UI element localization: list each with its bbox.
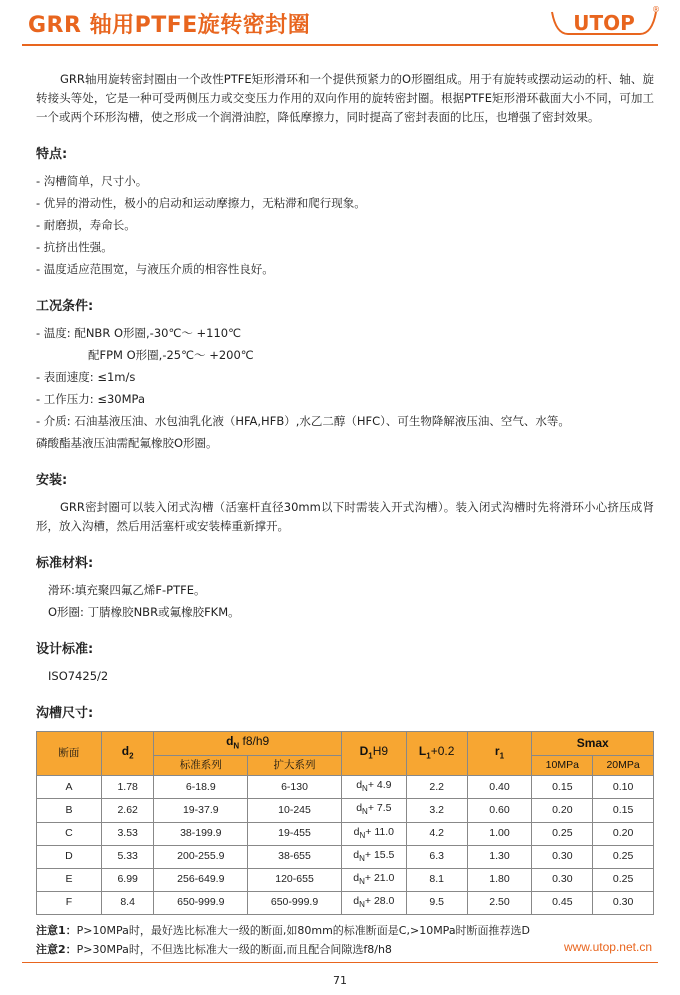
- install-heading: 安装:: [36, 473, 68, 488]
- cell-d1: $d_N+ 4.9$: [341, 776, 406, 799]
- cell-s-10mpa: 0.20: [532, 799, 593, 822]
- cell-d2: 6.99: [101, 868, 154, 891]
- cell-r1: 1.00: [467, 822, 532, 845]
- table-row: [37, 868, 654, 891]
- cell-r1: 0.60: [467, 799, 532, 822]
- condition-temperature-fpm: 配FPM O形圈,-25℃～ +200℃: [88, 348, 254, 362]
- cell-standard-series: 256-649.9: [154, 868, 248, 891]
- condition-working-pressure: - 工作压力: ≤30MPa: [36, 392, 145, 406]
- note-2-label: 注意2：: [36, 942, 77, 956]
- cell-r1: 1.30: [467, 845, 532, 868]
- page-number: 71: [333, 974, 347, 987]
- cell-d2: 8.4: [101, 891, 154, 914]
- standard-value: ISO7425/2: [48, 669, 109, 683]
- page-title: GRR 轴用PTFE旋转密封圈: [28, 13, 311, 38]
- cell-l1: 9.5: [406, 891, 467, 914]
- cell-s-10mpa: 0.30: [532, 868, 593, 891]
- cell-s-20mpa: 0.10: [593, 776, 654, 799]
- footer-url: www.utop.net.cn: [563, 940, 652, 954]
- cell-d2: 2.62: [101, 799, 154, 822]
- note-2-text: P>30MPa时，不但选比标准大一级的断面,而且配合间隙选f8/h8: [76, 942, 392, 956]
- cell-r1: 2.50: [467, 891, 532, 914]
- cell-d2: 5.33: [101, 845, 154, 868]
- cell-section: C: [37, 822, 102, 845]
- cell-s-20mpa: 0.15: [593, 799, 654, 822]
- cell-standard-series: 38-199.9: [154, 822, 248, 845]
- col-header-d1: $D_1H9$: [341, 732, 406, 776]
- materials-heading: 标准材料:: [36, 556, 94, 571]
- cell-d2: 3.53: [101, 822, 154, 845]
- table-row: [37, 799, 654, 822]
- feature-item: - 沟槽简单，尺寸小。: [36, 174, 148, 188]
- logo-text: UTOP: [573, 11, 635, 35]
- cell-l1: 8.1: [406, 868, 467, 891]
- material-o-ring: O形圈: 丁腈橡胶NBR或氟橡胶FKM。: [48, 605, 240, 619]
- cell-section: E: [37, 868, 102, 891]
- cell-s-10mpa: 0.45: [532, 891, 593, 914]
- col-header-s-10mpa: 10MPa: [532, 756, 593, 776]
- cell-standard-series: 650-999.9: [154, 891, 248, 914]
- cell-extended-series: 650-999.9: [248, 891, 342, 914]
- condition-media: - 介质: 石油基液压油、水包油乳化液（HFA,HFB）,水乙二醇（HFC）、可生物降解液压油、空气、水等。: [36, 414, 570, 428]
- cell-l1: 3.2: [406, 799, 467, 822]
- header-rule: [22, 44, 658, 46]
- feature-item: - 抗挤出性强。: [36, 240, 113, 254]
- cell-r1: 1.80: [467, 868, 532, 891]
- cell-standard-series: 200-255.9: [154, 845, 248, 868]
- cell-r1: 0.40: [467, 776, 532, 799]
- table-row: [37, 776, 654, 799]
- table-notes: [36, 921, 654, 959]
- col-header-r1: $r_1$: [467, 732, 532, 776]
- cell-s-20mpa: 0.25: [593, 868, 654, 891]
- condition-temperature-nbr: - 温度: 配NBR O形圈,-30℃～ +110℃: [36, 326, 242, 340]
- feature-item: - 耐磨损，寿命长。: [36, 218, 136, 232]
- cell-l1: 6.3: [406, 845, 467, 868]
- page-header: [0, 0, 680, 50]
- col-header-smax: Smax: [532, 732, 654, 756]
- cell-section: B: [37, 799, 102, 822]
- cell-standard-series: 19-37.9: [154, 799, 248, 822]
- features-heading: 特点:: [36, 147, 68, 162]
- col-header-l1: $L_1+0.2$: [406, 732, 467, 776]
- cell-extended-series: 19-455: [248, 822, 342, 845]
- groove-dimension-table: [36, 731, 654, 915]
- cell-s-10mpa: 0.25: [532, 822, 593, 845]
- cell-standard-series: 6-18.9: [154, 776, 248, 799]
- cell-d1: $d_N+ 28.0$: [341, 891, 406, 914]
- note-1-label: 注意1：: [36, 923, 77, 937]
- col-header-section: 断面: [37, 732, 102, 776]
- cell-extended-series: 6-130: [248, 776, 342, 799]
- main-content: [36, 70, 654, 959]
- footer-rule: [22, 962, 658, 963]
- cell-s-10mpa: 0.30: [532, 845, 593, 868]
- table-row: [37, 822, 654, 845]
- col-header-extended-series: 扩大系列: [248, 756, 342, 776]
- cell-extended-series: 10-245: [248, 799, 342, 822]
- cell-l1: 4.2: [406, 822, 467, 845]
- cell-s-20mpa: 0.20: [593, 822, 654, 845]
- cell-d1: $d_N+ 7.5$: [341, 799, 406, 822]
- cell-section: F: [37, 891, 102, 914]
- note-1-text: P>10MPa时，最好选比标准大一级的断面,如80mm的标准断面是C,>10MPa时断面推荐选D: [76, 923, 531, 937]
- cell-l1: 2.2: [406, 776, 467, 799]
- cell-s-20mpa: 0.25: [593, 845, 654, 868]
- cell-s-10mpa: 0.15: [532, 776, 593, 799]
- col-header-dn: $d_N$ f8/h9: [154, 732, 341, 756]
- cell-extended-series: 120-655: [248, 868, 342, 891]
- intro-paragraph: GRR轴用旋转密封圈由一个改性PTFE矩形滑环和一个提供预紧力的O形圈组成。用于有旋转或摆动运动的杆、轴、旋转接头等处，它是一种可受两侧压力或交变压力作用的双向作用的旋转密封圈。根据PTFE矩形滑环截面大小不同，可加工一个或两个环形沟槽，使之形成一个润滑油腔，降低摩擦力，同时提高了密封表面的比压，也增强了密封效果。: [36, 72, 654, 124]
- cell-d1: $d_N+ 21.0$: [341, 868, 406, 891]
- feature-item: - 优异的滑动性，极小的启动和运动摩擦力，无粘滞和爬行现象。: [36, 196, 366, 210]
- cell-d1: $d_N+ 11.0$: [341, 822, 406, 845]
- groove-table-body: [37, 776, 654, 915]
- col-header-s-20mpa: 20MPa: [593, 756, 654, 776]
- cell-d1: $d_N+ 15.5$: [341, 845, 406, 868]
- table-row: [37, 845, 654, 868]
- condition-media-note: 磷酸酯基液压油需配氟橡胶O形圈。: [36, 436, 218, 450]
- cell-extended-series: 38-655: [248, 845, 342, 868]
- cell-section: D: [37, 845, 102, 868]
- cell-d2: 1.78: [101, 776, 154, 799]
- standard-heading: 设计标准:: [36, 642, 94, 657]
- table-row: [37, 891, 654, 914]
- col-header-d2: $d_2$: [101, 732, 154, 776]
- groove-heading: 沟槽尺寸:: [36, 706, 94, 721]
- install-paragraph: GRR密封圈可以装入闭式沟槽（活塞杆直径30mm以下时需装入开式沟槽）。装入闭式沟槽时先将滑环小心挤压成肾形，放入沟槽，然后用活塞杆或安装棒重新撑开。: [36, 500, 654, 533]
- conditions-heading: 工况条件:: [36, 299, 94, 314]
- logo-registered-mark: ®: [652, 5, 660, 14]
- condition-surface-speed: - 表面速度: ≤1m/s: [36, 370, 136, 384]
- note-1: [36, 921, 654, 940]
- col-header-standard-series: 标准系列: [154, 756, 248, 776]
- cell-s-20mpa: 0.30: [593, 891, 654, 914]
- cell-section: A: [37, 776, 102, 799]
- material-slide-ring: 滑环:填充聚四氟乙烯F-PTFE。: [48, 583, 206, 597]
- note-2: [36, 940, 654, 959]
- feature-item: - 温度适应范围宽，与液压介质的相容性良好。: [36, 262, 274, 276]
- utop-logo: [548, 4, 660, 42]
